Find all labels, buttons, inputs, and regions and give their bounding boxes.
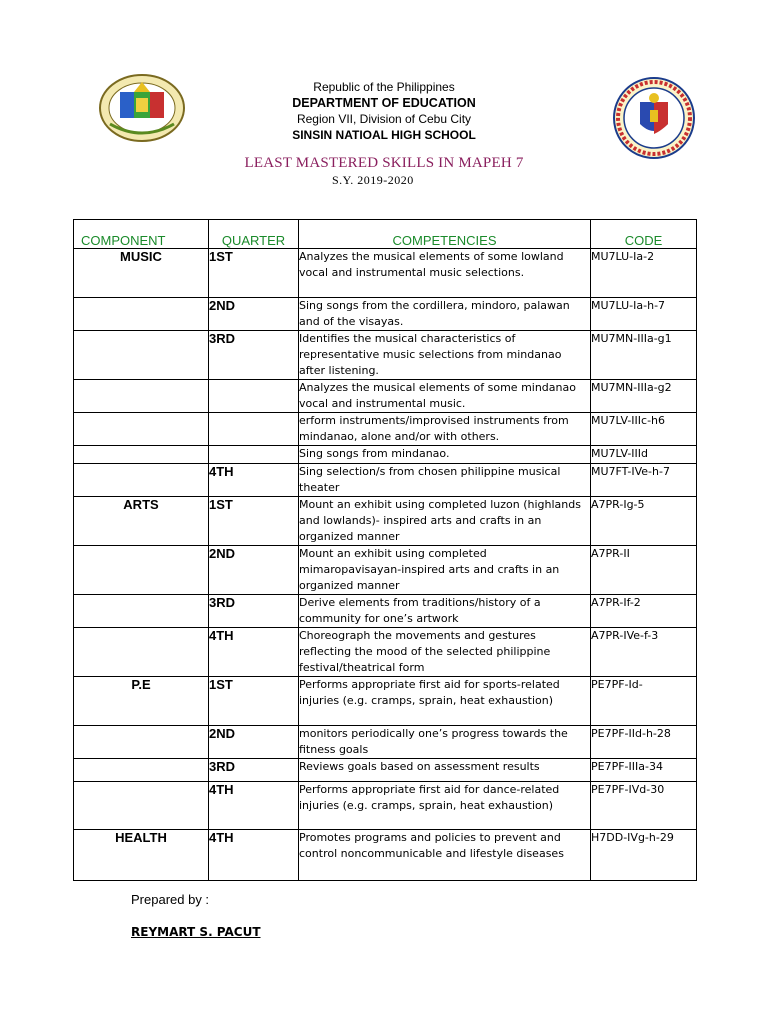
code-cell: PE7PF-IIIa-34 <box>591 759 697 782</box>
table-row <box>74 249 697 298</box>
table-row <box>74 628 697 677</box>
deped-seal-icon <box>612 76 696 160</box>
competency-cell: Performs appropriate first aid for sports-related injuries (e.g. cramps, sprain, heat exhaustion) <box>299 677 591 726</box>
preparer-name: REYMART S. PACUT <box>131 925 261 939</box>
table-row <box>74 413 697 446</box>
table-row <box>74 726 697 759</box>
least-mastered-skills-table <box>73 219 697 881</box>
quarter-cell: 1ST <box>209 497 299 546</box>
table-row <box>74 464 697 497</box>
component-cell <box>74 413 209 446</box>
table-row <box>74 595 697 628</box>
competency-cell: Sing songs from mindanao. <box>299 446 591 464</box>
code-cell: A7PR-If-2 <box>591 595 697 628</box>
component-cell <box>74 726 209 759</box>
table-row <box>74 446 697 464</box>
component-cell <box>74 628 209 677</box>
component-cell <box>74 331 209 380</box>
code-cell: MU7MN-IIIa-g2 <box>591 380 697 413</box>
component-cell <box>74 380 209 413</box>
quarter-cell <box>209 446 299 464</box>
code-cell: A7PR-II <box>591 546 697 595</box>
header-competencies: COMPETENCIES <box>299 220 591 249</box>
component-cell <box>74 782 209 830</box>
component-cell <box>74 298 209 331</box>
quarter-cell: 4TH <box>209 830 299 881</box>
code-cell: MU7LU-Ia-h-7 <box>591 298 697 331</box>
table-row <box>74 759 697 782</box>
quarter-cell: 2ND <box>209 298 299 331</box>
component-cell: ARTS <box>74 497 209 546</box>
code-cell: PE7PF-IId-h-28 <box>591 726 697 759</box>
competency-cell: erform instruments/improvised instruments from mindanao, alone and/or with others. <box>299 413 591 446</box>
competency-cell: Performs appropriate first aid for dance-related injuries (e.g. cramps, sprain, heat exhaustion) <box>299 782 591 830</box>
region-line: Region VII, Division of Cebu City <box>296 112 472 126</box>
header-component: COMPONENT <box>74 220 209 249</box>
page-title: LEAST MASTERED SKILLS IN MAPEH 7 <box>244 155 524 171</box>
quarter-cell: 3RD <box>209 595 299 628</box>
code-cell: A7PR-Ig-5 <box>591 497 697 546</box>
code-cell: PE7PF-Id- <box>591 677 697 726</box>
prepared-by-label: Prepared by : <box>131 892 210 907</box>
code-cell: MU7LU-Ia-2 <box>591 249 697 298</box>
competency-cell: Promotes programs and policies to prevent and control noncommunicable and lifestyle diseases <box>299 830 591 881</box>
competency-cell: Identifies the musical characteristics of representative music selections from mindanao after listening. <box>299 331 591 380</box>
quarter-cell: 1ST <box>209 677 299 726</box>
quarter-cell: 4TH <box>209 628 299 677</box>
school-year: S.Y. 2019-2020 <box>332 173 414 187</box>
component-cell <box>74 546 209 595</box>
competency-cell: Derive elements from traditions/history of a community for one’s artwork <box>299 595 591 628</box>
table-row <box>74 782 697 830</box>
department-line: DEPARTMENT OF EDUCATION <box>292 96 476 110</box>
competency-cell: Mount an exhibit using completed luzon (highlands and lowlands)- inspired arts and crafts in an organized manner <box>299 497 591 546</box>
code-cell: MU7LV-IIIc-h6 <box>591 413 697 446</box>
header-quarter: QUARTER <box>209 220 299 249</box>
component-cell <box>74 759 209 782</box>
code-cell: A7PR-IVe-f-3 <box>591 628 697 677</box>
document-header <box>0 0 768 210</box>
quarter-cell: 3RD <box>209 331 299 380</box>
component-cell: P.E <box>74 677 209 726</box>
competency-cell: Sing selection/s from chosen philippine musical theater <box>299 464 591 497</box>
component-cell <box>74 446 209 464</box>
republic-line: Republic of the Philippines <box>313 80 455 94</box>
competency-cell: Choreograph the movements and gestures reflecting the mood of the selected philippine festival/theatrical form <box>299 628 591 677</box>
competency-cell: Reviews goals based on assessment results <box>299 759 591 782</box>
code-cell: MU7FT-IVe-h-7 <box>591 464 697 497</box>
code-cell: H7DD-IVg-h-29 <box>591 830 697 881</box>
quarter-cell <box>209 380 299 413</box>
quarter-cell: 2ND <box>209 726 299 759</box>
table-row <box>74 830 697 881</box>
code-cell: MU7LV-IIId <box>591 446 697 464</box>
school-name: SINSIN NATIOAL HIGH SCHOOL <box>292 128 476 142</box>
quarter-cell: 1ST <box>209 249 299 298</box>
competency-cell: Analyzes the musical elements of some lowland vocal and instrumental music selections. <box>299 249 591 298</box>
component-cell <box>74 464 209 497</box>
quarter-cell <box>209 413 299 446</box>
component-cell: MUSIC <box>74 249 209 298</box>
competency-cell: Analyzes the musical elements of some mindanao vocal and instrumental music. <box>299 380 591 413</box>
table-header-row <box>74 220 697 249</box>
table-row <box>74 497 697 546</box>
component-cell <box>74 595 209 628</box>
quarter-cell: 3RD <box>209 759 299 782</box>
competency-cell: monitors periodically one’s progress towards the fitness goals <box>299 726 591 759</box>
table-row <box>74 677 697 726</box>
component-cell: HEALTH <box>74 830 209 881</box>
quarter-cell: 4TH <box>209 464 299 497</box>
table-row <box>74 298 697 331</box>
table-row <box>74 380 697 413</box>
header-code: CODE <box>591 220 697 249</box>
table-row <box>74 331 697 380</box>
table-row <box>74 546 697 595</box>
code-cell: PE7PF-IVd-30 <box>591 782 697 830</box>
quarter-cell: 2ND <box>209 546 299 595</box>
quarter-cell: 4TH <box>209 782 299 830</box>
competency-cell: Mount an exhibit using completed mimaropavisayan-inspired arts and crafts in an organized manner <box>299 546 591 595</box>
competency-cell: Sing songs from the cordillera, mindoro, palawan and of the visayas. <box>299 298 591 331</box>
code-cell: MU7MN-IIIa-g1 <box>591 331 697 380</box>
